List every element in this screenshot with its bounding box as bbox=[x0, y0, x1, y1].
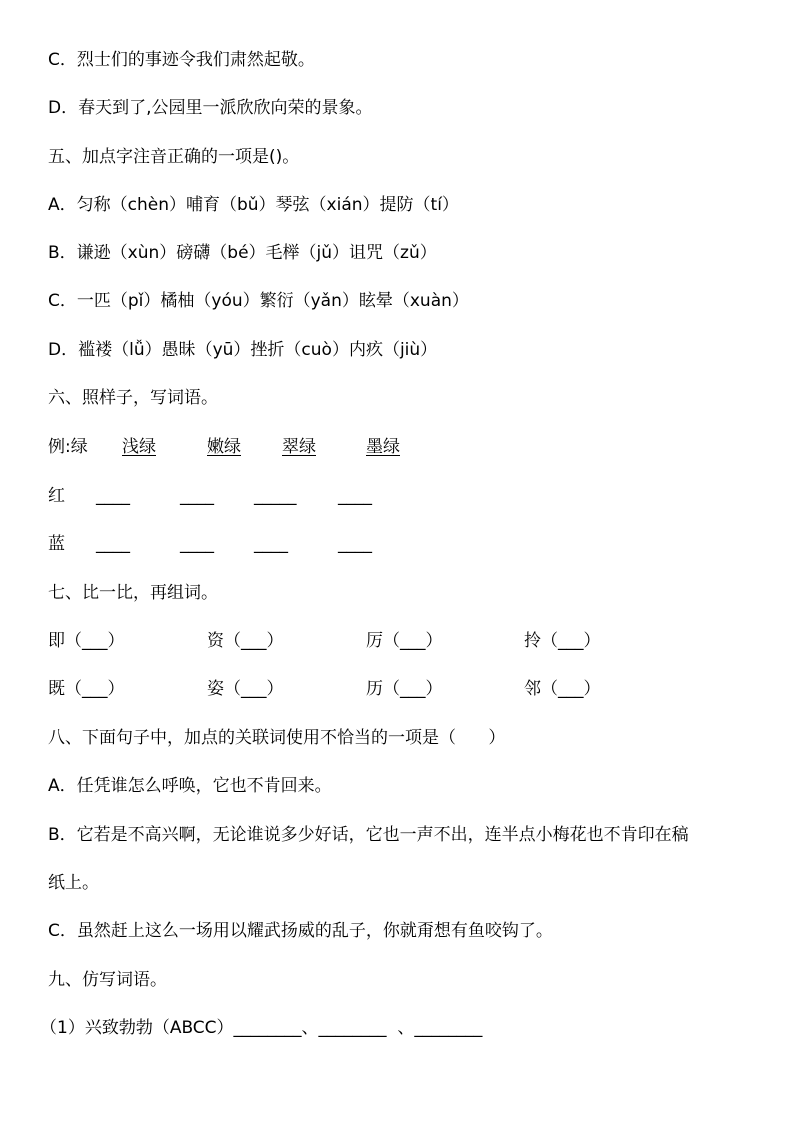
q7-item[interactable]: 即（___） bbox=[48, 631, 125, 651]
q6-blank[interactable]: ____ bbox=[180, 534, 214, 554]
q7-item[interactable]: 历（___） bbox=[366, 679, 443, 699]
q7-item[interactable]: 厉（___） bbox=[366, 631, 443, 651]
q5-option-c: C．一匹（pǐ）橘柚（yóu）繁衍（yǎn）眩晕（xuàn） bbox=[48, 291, 469, 311]
q6-blank[interactable]: ____ bbox=[338, 534, 372, 554]
q5-option-d: D．褴褛（lǚ）愚昧（yū）挫折（cuò）内疚（jiù） bbox=[48, 340, 438, 360]
q6-heading: 六、照样子，写词语。 bbox=[48, 388, 218, 408]
q6-row1-char: 红 bbox=[48, 486, 65, 506]
q6-example-word: 浅绿 bbox=[122, 437, 156, 457]
q6-blank[interactable]: ____ bbox=[254, 534, 288, 554]
q6-blank[interactable]: ____ bbox=[180, 486, 214, 506]
q8-option-b-cont: 纸上。 bbox=[48, 873, 99, 893]
q8-option-c: C．虽然赶上这么一场用以耀武扬威的乱子，你就甭想有鱼咬钩了。 bbox=[48, 921, 553, 941]
q6-example-word: 墨绿 bbox=[366, 437, 400, 457]
q5-option-a: A．匀称（chèn）哺育（bǔ）琴弦（xián）提防（tí） bbox=[48, 195, 459, 215]
q6-example-word: 翠绿 bbox=[282, 437, 316, 457]
q8-heading: 八、下面句子中，加点的关联词使用不恰当的一项是（ ） bbox=[48, 728, 506, 748]
q5-option-b: B．谦逊（xùn）磅礴（bé）毛榉（jǔ）诅咒（zǔ） bbox=[48, 243, 437, 263]
q7-item[interactable]: 既（___） bbox=[48, 679, 125, 699]
q7-item[interactable]: 姿（___） bbox=[207, 679, 284, 699]
q9-item-1[interactable]: （1）兴致勃勃（ABCC）________、________ 、________ bbox=[40, 1018, 483, 1038]
q6-example-prefix: 例:绿 bbox=[48, 437, 88, 457]
q7-heading: 七、比一比，再组词。 bbox=[48, 583, 218, 603]
q6-blank[interactable]: ____ bbox=[96, 486, 130, 506]
q6-row2-char: 蓝 bbox=[48, 534, 65, 554]
q5-heading: 五、加点字注音正确的一项是()。 bbox=[48, 147, 300, 167]
q9-heading: 九、仿写词语。 bbox=[48, 970, 167, 990]
q6-blank[interactable]: ____ bbox=[338, 486, 372, 506]
q4-option-c: C．烈士们的事迹令我们肃然起敬。 bbox=[48, 50, 315, 70]
q8-option-a: A．任凭谁怎么呼唤，它也不肯回来。 bbox=[48, 776, 332, 796]
q7-item[interactable]: 拎（___） bbox=[524, 631, 601, 651]
q6-blank[interactable]: _____ bbox=[254, 486, 297, 506]
q7-item[interactable]: 邻（___） bbox=[524, 679, 601, 699]
q4-option-d: D．春天到了,公园里一派欣欣向荣的景象。 bbox=[48, 98, 373, 118]
q8-option-b: B．它若是不高兴啊，无论谁说多少好话，它也一声不出，连半点小梅花也不肯印在稿 bbox=[48, 825, 689, 845]
q6-blank[interactable]: ____ bbox=[96, 534, 130, 554]
q7-item[interactable]: 资（___） bbox=[207, 631, 284, 651]
q6-example-word: 嫩绿 bbox=[207, 437, 241, 457]
